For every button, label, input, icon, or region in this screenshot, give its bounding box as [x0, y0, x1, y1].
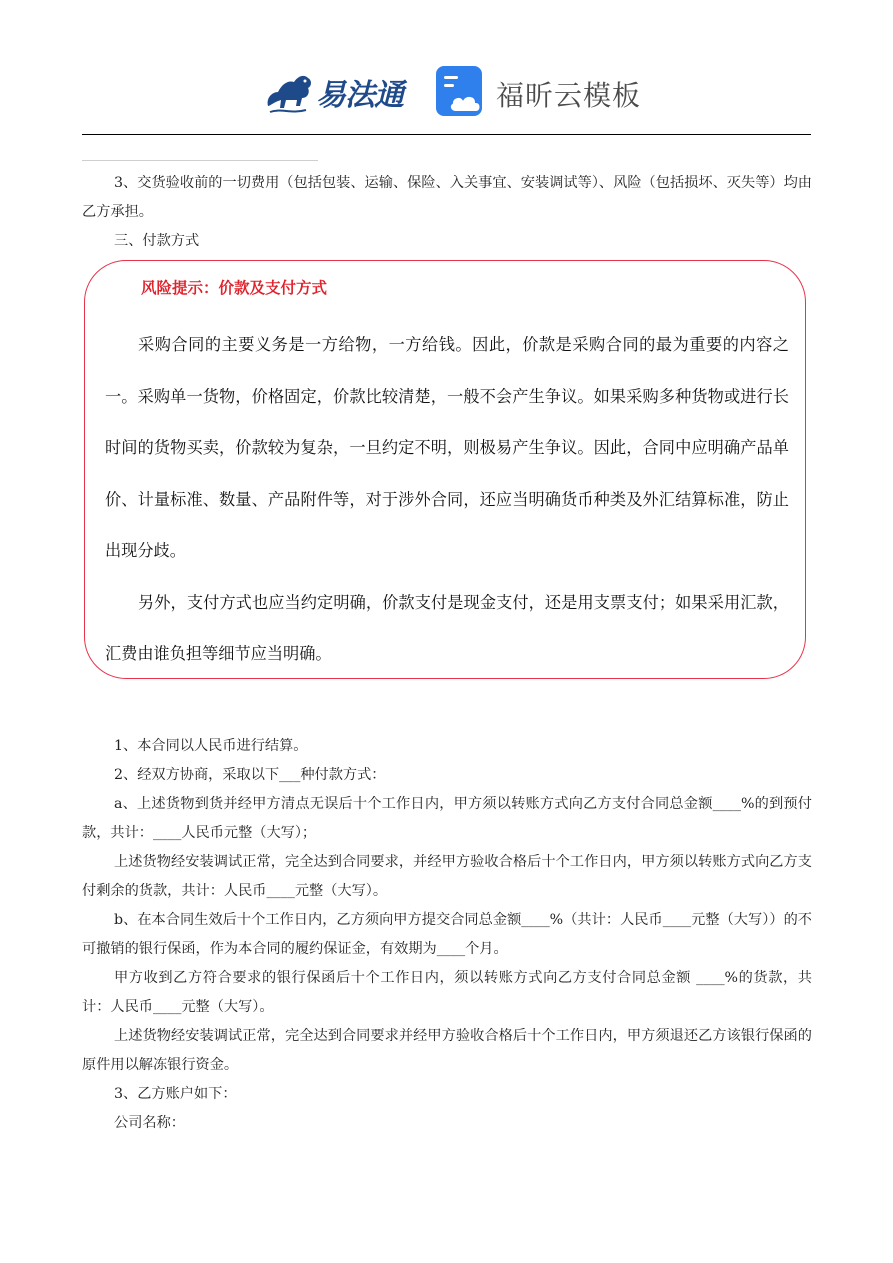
paragraph-delivery-costs: 3、交货验收前的一切费用（包括包装、运输、保险、入关事宜、安装调试等）、风险（包括损坏、灭失等）均由乙方承担。 [82, 175, 812, 220]
risk-warning-box [84, 260, 806, 679]
page-header [0, 0, 893, 136]
clause-item: 3、乙方账户如下： [114, 1086, 237, 1102]
clause-item: a、上述货物到货并经甲方清点无误后十个工作日内，甲方须以转账方式向乙方支付合同总金额____%的到预付款，共计：____人民币元整（大写）； [82, 796, 812, 841]
clause-item: b、在本合同生效后十个工作日内，乙方须向甲方提交合同总金额____%（共计：人民币____元整（大写））的不可撤销的银行保函，作为本合同的履约保证金，有效期为____个月。 [82, 912, 812, 957]
yifatong-logo [262, 62, 412, 118]
clause-item: 1、本合同以人民币进行结算。 [114, 738, 308, 754]
clause-item: 公司名称： [114, 1115, 185, 1131]
clause-item: 上述货物经安装调试正常，完全达到合同要求，并经甲方验收合格后十个工作日内，甲方须以转账方式向乙方支付剩余的货款，共计：人民币____元整（大写）。 [82, 854, 812, 899]
risk-body [105, 319, 789, 680]
risk-paragraph-2: 另外，支付方式也应当约定明确，价款支付是现金支付，还是用支票支付；如果采用汇款，汇费由谁负担等细节应当明确。 [105, 592, 789, 663]
clause-item: 上述货物经安装调试正常，完全达到合同要求并经甲方验收合格后十个工作日内，甲方须退还乙方该银行保函的原件用以解冻银行资金。 [82, 1028, 812, 1073]
brand-name-left: 易法通 [316, 78, 403, 113]
clause-item: 甲方收到乙方符合要求的银行保函后十个工作日内，须以转账方式向乙方支付合同总金额 ____%的货款，共计：人民币____元整（大写）。 [82, 970, 812, 1015]
qilin-icon [262, 62, 320, 118]
section-heading-payment: 三、付款方式 [114, 233, 200, 249]
brand-name-right: 福昕云模板 [496, 79, 642, 112]
header-divider [82, 134, 811, 135]
clause-item: 2、经双方协商，采取以下___种付款方式： [114, 767, 386, 783]
risk-title: 风险提示：价款及支付方式 [141, 279, 328, 297]
fuxin-logo [434, 64, 654, 120]
section-bottom [82, 732, 812, 1138]
cloud-doc-icon [434, 64, 488, 118]
risk-paragraph-1: 采购合同的主要义务是一方给物，一方给钱。因此，价款是采购合同的最为重要的内容之一。采购单一货物，价格固定，价款比较清楚，一般不会产生争议。如果采购多种货物或进行长时间的货物买卖，价款较为复杂，一旦约定不明，则极易产生争议。因此，合同中应明确产品单价、计量标准、数量、产品附件等，对于涉外合同，还应当明确货币种类及外汇结算标准，防止出现分歧。 [105, 335, 789, 560]
footnote-rule [82, 160, 318, 161]
section-top [82, 169, 812, 256]
